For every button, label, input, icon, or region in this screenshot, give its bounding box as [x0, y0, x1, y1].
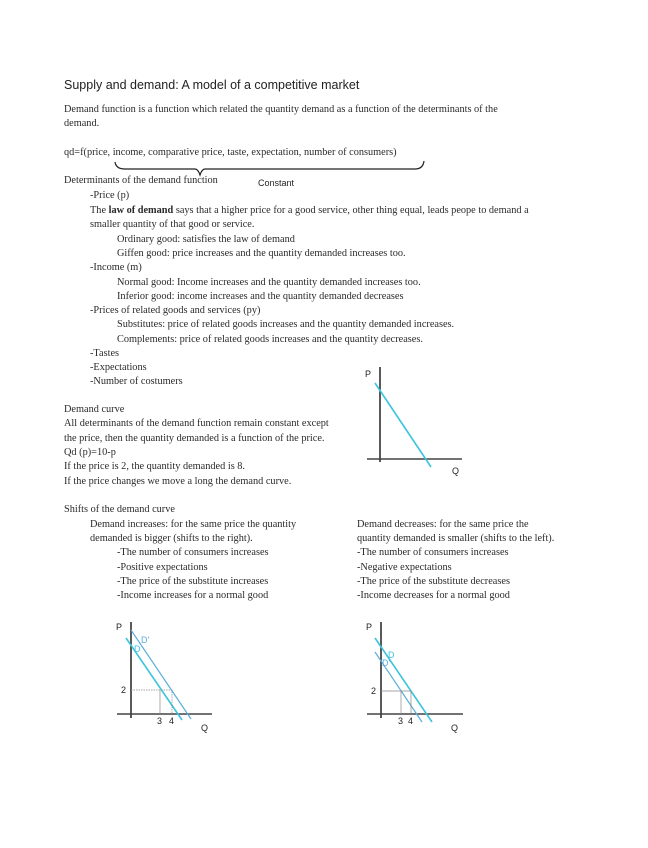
text: the price, then the quantity demanded is a function of the price. [64, 433, 325, 444]
text: Demand decreases: for the same price the [357, 519, 529, 530]
text: -The price of the substitute decreases [357, 576, 510, 587]
text: -Positive expectations [117, 562, 208, 573]
demand-line-d [375, 638, 432, 722]
text: -The number of consumers increases [117, 547, 269, 558]
ordinary-good: Ordinary good: satisfies the law of demand [117, 234, 295, 245]
price-2: 2 [371, 686, 377, 696]
intro-line: Demand function is a function which related the quantity demand as a function of the determinants of the [64, 104, 498, 115]
d-label: D [134, 644, 141, 654]
text: -Negative expectations [357, 562, 452, 573]
intro-line: demand. [64, 118, 100, 129]
text: demanded is bigger (shifts to the right). [90, 533, 253, 544]
determinants-heading: Determinants of the demand function [64, 175, 218, 186]
q-label: Q [451, 723, 459, 733]
d-label: D [388, 650, 395, 660]
text: -Income decreases for a normal good [357, 590, 510, 601]
normal-good: Normal good: Income increases and the quantity demanded increases too. [117, 277, 421, 288]
p-label: P [365, 369, 372, 379]
page-title: Supply and demand: A model of a competitive market [64, 78, 360, 92]
text: Qd (p)=10-p [64, 447, 116, 458]
demand-line [375, 383, 431, 467]
demand-decrease-graph [366, 622, 463, 733]
p-label: P [116, 622, 123, 632]
d-prime-label: D' [141, 635, 150, 645]
number-item: -Number of costumers [90, 376, 183, 387]
law-term: law of demand [108, 205, 174, 216]
demand-curve-graph [365, 367, 462, 476]
text: The [90, 205, 109, 216]
text: says that a higher price for a good service, other thing equal, leads peope to demand a [173, 205, 529, 216]
inferior-good: Inferior good: income increases and the quantity demanded decreases [117, 291, 404, 302]
text: All determinants of the demand function remain constant except [64, 418, 329, 429]
related-goods-item: -Prices of related goods and services (py) [90, 305, 261, 316]
q-4: 4 [169, 716, 175, 726]
brace [115, 161, 424, 175]
expectations-item: -Expectations [90, 362, 147, 373]
d-prime-label: D' [382, 658, 391, 668]
brace-note: Constant [258, 178, 295, 188]
demand-formula: qd=f(price, income, comparative price, taste, expectation, number of consumers) [64, 147, 397, 158]
demand-curve-heading: Demand curve [64, 404, 125, 415]
substitutes: Substitutes: price of related goods increases and the quantity demanded increases. [117, 319, 455, 330]
complements: Complements: price of related goods increases and the quantity decreases. [117, 334, 423, 345]
shifts-heading: Shifts of the demand curve [64, 504, 175, 515]
q-label: Q [452, 466, 460, 476]
giffen-good: Giffen good: price increases and the quantity demanded increases too. [117, 248, 406, 259]
text: If the price is 2, the quantity demanded is 8. [64, 461, 246, 472]
q-4: 4 [408, 716, 414, 726]
text: -The price of the substitute increases [117, 576, 269, 587]
text: quantity demanded is smaller (shifts to the left). [357, 533, 555, 544]
income-item: -Income (m) [90, 262, 142, 273]
price-item: -Price (p) [90, 190, 130, 201]
text: If the price changes we move a long the demand curve. [64, 476, 292, 487]
text: Demand increases: for the same price the quantity [90, 519, 297, 530]
p-label: P [366, 622, 373, 632]
q-3: 3 [398, 716, 404, 726]
text: smaller quantity of that good or service. [90, 219, 255, 230]
q-3: 3 [157, 716, 163, 726]
text: -Income increases for a normal good [117, 590, 269, 601]
tastes-item: -Tastes [90, 348, 120, 359]
text: -The number of consumers increases [357, 547, 509, 558]
price-2: 2 [121, 685, 127, 695]
demand-increase-graph [116, 622, 212, 733]
q-label: Q [201, 723, 209, 733]
